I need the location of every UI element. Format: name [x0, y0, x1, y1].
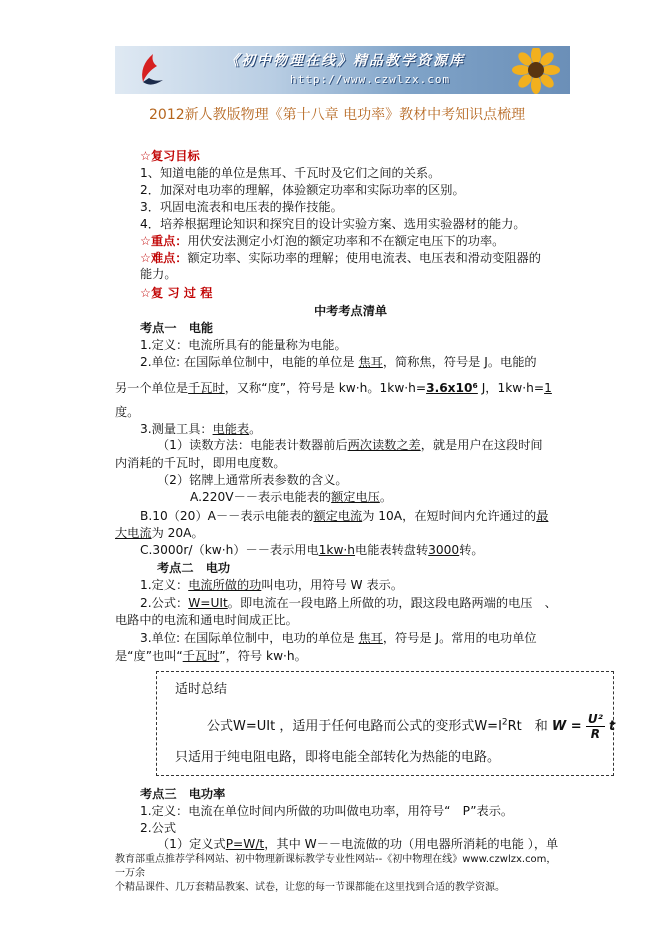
text-line: 能力。 — [140, 267, 177, 281]
banner-title: 《初中物理在线》精品教学资源库 — [225, 53, 465, 69]
text-line: 4．培养根据理论知识和探究目的设计实验方案、选用实验器材的能力。 — [140, 217, 526, 231]
text-line: 3．巩固电流表和电压表的操作技能。 — [140, 200, 343, 214]
text-line: C.3000r/（kw·h）－－表示用电1kw·h电能表转盘转3000转。 — [140, 543, 484, 557]
summary-note: 只适用于纯电阻电路，即将电能全部转化为热能的电路。 — [175, 750, 501, 765]
text-line: 1、知道电能的单位是焦耳、千瓦时及它们之间的关系。 — [140, 166, 441, 180]
key-point-line: ☆重点：用伏安法测定小灯泡的额定功率和不在额定电压下的功率。 — [140, 234, 505, 248]
text-line: A.220V－－表示电能表的额定电压。 — [190, 490, 393, 504]
difficulty-line: ☆难点：额定功率、实际功率的理解；使用电流表、电压表和滑动变阻器的 — [140, 251, 541, 265]
text-line: （2）铭牌上通常所表参数的含义。 — [157, 473, 348, 487]
footer-line: 教育部重点推荐学科网站、初中物理新课标教学专业性网站--《初中物理在线》www.czwlzx.com，一万余 — [115, 854, 557, 879]
text-line: 1.定义：电流在单位时间内所做的功叫做电功率，用符号“ P”表示。 — [140, 804, 514, 818]
page-footer — [115, 853, 565, 895]
text-line: 2.公式 — [140, 821, 177, 835]
text-line: 电路中的电流和通电时间成正比。 — [115, 613, 298, 627]
topic-heading: 考点三 电功率 — [140, 787, 226, 801]
footer-line: 个精品课件、几万套精品教案、试卷，让您的每一节课都能在这里找到合适的教学资源。 — [115, 882, 505, 893]
text-line: 3.单位: 在国际单位制中，电功的单位是 焦耳，符号是 J。常用的电功单位 — [140, 631, 537, 645]
summary-formula-line: 公式W=UIt ，适用于任何电路而公式的变形式$W=I^2Rt$ 和 W = $\frac{\text{U²}}{R}$ t — [207, 712, 616, 741]
text-line: 2.公式：W=UIt。即电流在一段电路上所做的功，跟这段电路两端的电压 、 — [140, 596, 557, 610]
text-line: （1）读数方法：电能表计数器前后两次读数之差，就是用户在这段时间 — [157, 438, 543, 452]
text-line: 度。 — [115, 405, 140, 419]
sunflower-icon — [496, 48, 566, 94]
document-title: 2012新人教版物理《第十八章 电功率》教材中考知识点梳理 — [149, 107, 526, 123]
section-review-goals: ☆复习目标 — [140, 149, 200, 163]
summary-box — [156, 671, 614, 776]
text-line: 另一个单位是千瓦时，又称“度”，符号是 kw·h。1kw·h=3.6x10⁶ J，1kw·h=1 — [115, 381, 552, 395]
text-line: 3.测量工具：电能表。 — [140, 422, 262, 436]
text-line: （1）定义式P=W/t，其中 W－－电流做的功（用电器所消耗的电能 ），单 — [157, 837, 559, 851]
topic-heading: 考点一 电能 — [140, 321, 214, 335]
topic-heading: 考点二 电功 — [157, 561, 231, 575]
formula-fraction: $\frac{\text{U²}}{R}$ — [587, 712, 603, 741]
text-line: 1.定义：电流所做的功叫电功，用符号 W 表示。 — [140, 578, 404, 592]
text-line: 1.定义：电流所具有的能量称为电能。 — [140, 338, 347, 352]
header-banner — [115, 46, 570, 94]
summary-title: 适时总结 — [175, 682, 228, 697]
checklist-title: 中考考点清单 — [314, 304, 388, 318]
text-line: 大电流为 20A。 — [115, 526, 204, 540]
banner-url[interactable]: http://www.czwlzx.com — [290, 73, 451, 86]
section-review-process: ☆复 习 过 程 — [140, 286, 213, 300]
text-line: 2.单位: 在国际单位制中，电能的单位是 焦耳，简称焦，符号是 J。电能的 — [140, 355, 537, 369]
text-line: 2．加深对电功率的理解，体验额定功率和实际功率的区别。 — [140, 183, 465, 197]
text-line: 内消耗的千瓦时，即用电度数。 — [115, 456, 286, 470]
text-line: 是“度”也叫“千瓦时”，符号 kw·h。 — [115, 649, 307, 663]
logo-icon — [133, 52, 167, 88]
text-line: B.10（20）A－－表示电能表的额定电流为 10A，在短时间内允许通过的最 — [140, 509, 549, 523]
